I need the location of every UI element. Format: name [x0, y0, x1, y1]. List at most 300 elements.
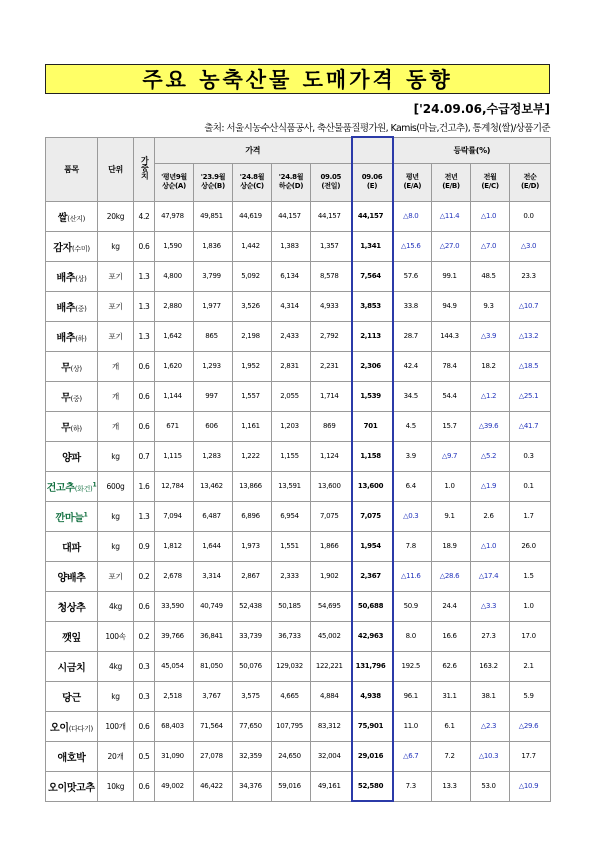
- price-cell-D: 6,954: [272, 501, 311, 531]
- price-cell-C: 32,359: [233, 741, 272, 771]
- price-cell-C: 2,867: [233, 561, 272, 591]
- price-cell-prev: 122,221: [311, 651, 352, 681]
- unit-cell: kg: [98, 501, 134, 531]
- rate-cell-r2: △27.0: [432, 231, 471, 261]
- price-cell-D: 13,591: [272, 471, 311, 501]
- unit-cell: 포기: [98, 561, 134, 591]
- price-cell-C: 1,973: [233, 531, 272, 561]
- price-cell-E: 52,580: [352, 771, 393, 801]
- item-name: 무: [61, 392, 71, 404]
- rate-cell-r1: △15.6: [393, 231, 432, 261]
- col-header-line2: (E): [366, 182, 378, 190]
- rate-cell-r4: 0.0: [510, 201, 551, 231]
- price-cell-A: 2,518: [155, 681, 194, 711]
- price-cell-A: 7,094: [155, 501, 194, 531]
- price-cell-prev: 869: [311, 411, 352, 441]
- rate-cell-r2: 16.6: [432, 621, 471, 651]
- table-row: [46, 261, 551, 291]
- price-cell-D: 1,155: [272, 441, 311, 471]
- rate-cell-r1: 96.1: [393, 681, 432, 711]
- price-cell-D: 6,134: [272, 261, 311, 291]
- rate-cell-r2: 7.2: [432, 741, 471, 771]
- price-cell-B: 1,283: [194, 441, 233, 471]
- col-header-line2: (E/C): [481, 182, 499, 190]
- unit-cell: 10kg: [98, 771, 134, 801]
- col-header-line1: 전월: [483, 172, 497, 181]
- price-cell-A: 45,054: [155, 651, 194, 681]
- price-cell-B: 1,293: [194, 351, 233, 381]
- item-name-cell: [46, 651, 98, 681]
- unit-cell: 20kg: [98, 201, 134, 231]
- price-cell-B: 865: [194, 321, 233, 351]
- rate-cell-r2: 62.6: [432, 651, 471, 681]
- weight-cell: 1.3: [134, 501, 155, 531]
- item-name-cell: [46, 231, 98, 261]
- item-name-cell: [46, 681, 98, 711]
- item-name-cell: [46, 741, 98, 771]
- col-header-2: [233, 163, 272, 201]
- price-cell-C: 33,739: [233, 621, 272, 651]
- price-cell-A: 1,642: [155, 321, 194, 351]
- rate-cell-r1: 8.0: [393, 621, 432, 651]
- rate-cell-r3: 163.2: [471, 651, 510, 681]
- item-grade: (하): [70, 424, 82, 433]
- price-cell-A: 49,002: [155, 771, 194, 801]
- item-name-cell: [46, 381, 98, 411]
- col-header-0: [155, 163, 194, 201]
- unit-cell: kg: [98, 231, 134, 261]
- price-cell-C: 2,198: [233, 321, 272, 351]
- col-header-line2: 하순(D): [278, 182, 304, 190]
- item-name-cell: [46, 291, 98, 321]
- price-cell-B: 606: [194, 411, 233, 441]
- item-name: 시금치: [57, 662, 86, 674]
- price-cell-C: 13,866: [233, 471, 272, 501]
- item-grade: (다다기): [68, 724, 93, 733]
- item-grade: (상): [70, 364, 82, 373]
- col-header-line2: (E/B): [442, 182, 460, 190]
- table-row: [46, 681, 551, 711]
- price-cell-D: 24,650: [272, 741, 311, 771]
- item-name: 오이: [50, 722, 69, 734]
- rate-cell-r3: △7.0: [471, 231, 510, 261]
- unit-cell: 포기: [98, 261, 134, 291]
- item-name: 오이맛고추: [48, 782, 95, 794]
- price-cell-E: 4,938: [352, 681, 393, 711]
- item-name-cell: [46, 501, 98, 531]
- rate-cell-r3: △2.3: [471, 711, 510, 741]
- unit-cell: kg: [98, 531, 134, 561]
- item-name: 양파: [62, 452, 81, 464]
- rate-cell-r3: △1.2: [471, 381, 510, 411]
- price-cell-E: 1,158: [352, 441, 393, 471]
- price-cell-B: 49,851: [194, 201, 233, 231]
- rate-cell-r1: 50.9: [393, 591, 432, 621]
- price-cell-A: 1,812: [155, 531, 194, 561]
- price-cell-C: 3,526: [233, 291, 272, 321]
- item-name: 건고추: [46, 482, 75, 494]
- rate-cell-r3: △3.9: [471, 321, 510, 351]
- price-cell-E: 131,796: [352, 651, 393, 681]
- rate-cell-r1: 28.7: [393, 321, 432, 351]
- item-name-cell: [46, 561, 98, 591]
- rate-cell-r1: 192.5: [393, 651, 432, 681]
- rate-cell-r3: △1.0: [471, 531, 510, 561]
- unit-cell: 개: [98, 411, 134, 441]
- item-name-cell: [46, 201, 98, 231]
- rate-cell-r3: 27.3: [471, 621, 510, 651]
- header-price-group: 가격: [155, 137, 352, 163]
- weight-cell: 0.6: [134, 591, 155, 621]
- report-date: ['24.09.06,수급정보부]: [413, 102, 550, 116]
- rate-cell-r1: 4.5: [393, 411, 432, 441]
- col-header-line1: 평년: [405, 172, 419, 181]
- col-header-line1: '평년9월: [161, 172, 187, 181]
- item-name-cell: [46, 771, 98, 801]
- item-grade: (하): [75, 334, 87, 343]
- rate-cell-r4: 26.0: [510, 531, 551, 561]
- price-cell-E: 7,075: [352, 501, 393, 531]
- unit-cell: 4kg: [98, 591, 134, 621]
- weight-cell: 0.3: [134, 681, 155, 711]
- price-cell-A: 47,978: [155, 201, 194, 231]
- price-cell-C: 6,896: [233, 501, 272, 531]
- table-row: [46, 381, 551, 411]
- weight-cell: 0.6: [134, 351, 155, 381]
- rate-cell-r4: 0.3: [510, 441, 551, 471]
- price-cell-A: 671: [155, 411, 194, 441]
- item-name: 배추: [56, 332, 76, 344]
- rate-cell-r3: △10.3: [471, 741, 510, 771]
- col-header-line2: (E/A): [403, 182, 422, 190]
- table-row: [46, 591, 551, 621]
- price-cell-C: 1,222: [233, 441, 272, 471]
- rate-cell-r4: △29.6: [510, 711, 551, 741]
- item-grade: (화건): [74, 484, 93, 493]
- price-cell-D: 44,157: [272, 201, 311, 231]
- item-name-cell: [46, 411, 98, 441]
- weight-cell: 0.6: [134, 411, 155, 441]
- header-today-top: [352, 137, 393, 163]
- rate-cell-r3: △39.6: [471, 411, 510, 441]
- weight-cell: 1.3: [134, 261, 155, 291]
- unit-cell: kg: [98, 441, 134, 471]
- price-cell-B: 40,749: [194, 591, 233, 621]
- price-cell-E: 13,600: [352, 471, 393, 501]
- rate-cell-r4: △3.0: [510, 231, 551, 261]
- price-cell-C: 77,650: [233, 711, 272, 741]
- item-name: 청상추: [57, 602, 86, 614]
- weight-cell: 0.6: [134, 381, 155, 411]
- item-name-cell: [46, 711, 98, 741]
- price-cell-C: 44,619: [233, 201, 272, 231]
- col-header-line1: 전년: [444, 172, 458, 181]
- table-row: [46, 561, 551, 591]
- price-cell-prev: 83,312: [311, 711, 352, 741]
- price-cell-C: 50,076: [233, 651, 272, 681]
- unit-cell: 개: [98, 351, 134, 381]
- table-row: [46, 711, 551, 741]
- price-cell-E: 3,853: [352, 291, 393, 321]
- rate-cell-r2: 31.1: [432, 681, 471, 711]
- price-cell-A: 1,620: [155, 351, 194, 381]
- col-header-line1: 09.05: [320, 172, 342, 181]
- title-banner: [45, 64, 550, 94]
- price-cell-prev: 1,357: [311, 231, 352, 261]
- table-row: [46, 441, 551, 471]
- price-cell-C: 1,557: [233, 381, 272, 411]
- price-cell-D: 1,383: [272, 231, 311, 261]
- price-cell-C: 3,575: [233, 681, 272, 711]
- rate-cell-r2: △11.4: [432, 201, 471, 231]
- item-name: 무: [61, 422, 71, 434]
- item-name: 당근: [62, 692, 81, 704]
- price-cell-E: 1,954: [352, 531, 393, 561]
- rate-cell-r1: 6.4: [393, 471, 432, 501]
- item-name-cell: [46, 351, 98, 381]
- weight-cell: 4.2: [134, 201, 155, 231]
- unit-cell: 100속: [98, 621, 134, 651]
- rate-cell-r1: 34.5: [393, 381, 432, 411]
- col-header-line2: 상순(B): [201, 182, 225, 190]
- unit-cell: 100개: [98, 711, 134, 741]
- price-cell-A: 2,678: [155, 561, 194, 591]
- rate-cell-r1: △0.3: [393, 501, 432, 531]
- price-cell-A: 1,590: [155, 231, 194, 261]
- price-cell-D: 2,055: [272, 381, 311, 411]
- weight-cell: 0.2: [134, 621, 155, 651]
- price-cell-prev: 2,792: [311, 321, 352, 351]
- unit-cell: 20개: [98, 741, 134, 771]
- price-cell-A: 2,880: [155, 291, 194, 321]
- page-title: 주요 농축산물 도매가격 동향: [142, 68, 453, 92]
- item-grade: (중): [75, 304, 87, 313]
- price-cell-prev: 32,004: [311, 741, 352, 771]
- table-row: [46, 201, 551, 231]
- price-cell-prev: 45,002: [311, 621, 352, 651]
- item-name-cell: [46, 531, 98, 561]
- unit-cell: 포기: [98, 291, 134, 321]
- item-name-cell: [46, 441, 98, 471]
- unit-cell: 4kg: [98, 651, 134, 681]
- price-cell-prev: 7,075: [311, 501, 352, 531]
- rate-cell-r3: 53.0: [471, 771, 510, 801]
- table-row: [46, 351, 551, 381]
- price-cell-B: 1,977: [194, 291, 233, 321]
- price-cell-B: 3,767: [194, 681, 233, 711]
- price-cell-E: 44,157: [352, 201, 393, 231]
- rate-cell-r2: 144.3: [432, 321, 471, 351]
- price-cell-D: 59,016: [272, 771, 311, 801]
- rate-cell-r4: 0.1: [510, 471, 551, 501]
- item-grade: (수미): [71, 244, 90, 253]
- item-name: 감자: [53, 242, 72, 254]
- table-row: [46, 321, 551, 351]
- price-cell-C: 5,092: [233, 261, 272, 291]
- col-header-9: [510, 163, 551, 201]
- unit-cell: 600g: [98, 471, 134, 501]
- rate-cell-r4: 5.9: [510, 681, 551, 711]
- rate-cell-r1: 33.8: [393, 291, 432, 321]
- rate-cell-r1: △6.7: [393, 741, 432, 771]
- rate-cell-r2: 9.1: [432, 501, 471, 531]
- price-cell-prev: 54,695: [311, 591, 352, 621]
- table-row: [46, 531, 551, 561]
- price-cell-E: 2,306: [352, 351, 393, 381]
- price-cell-E: 42,963: [352, 621, 393, 651]
- weight-cell: 0.9: [134, 531, 155, 561]
- weight-cell: 1.3: [134, 321, 155, 351]
- table-row: [46, 501, 551, 531]
- item-name: 배추: [56, 302, 76, 314]
- rate-cell-r4: △10.7: [510, 291, 551, 321]
- unit-cell: kg: [98, 681, 134, 711]
- price-cell-D: 2,831: [272, 351, 311, 381]
- item-name: 배추: [56, 272, 76, 284]
- price-cell-B: 36,841: [194, 621, 233, 651]
- header-weight: 가중치: [134, 137, 155, 201]
- rate-cell-r2: 78.4: [432, 351, 471, 381]
- price-cell-E: 29,016: [352, 741, 393, 771]
- price-cell-prev: 4,884: [311, 681, 352, 711]
- price-cell-D: 2,433: [272, 321, 311, 351]
- rate-cell-r3: △3.3: [471, 591, 510, 621]
- rate-cell-r1: △11.6: [393, 561, 432, 591]
- rate-cell-r3: 38.1: [471, 681, 510, 711]
- unit-cell: 포기: [98, 321, 134, 351]
- price-table: [45, 136, 551, 802]
- price-cell-B: 3,799: [194, 261, 233, 291]
- col-header-4: [311, 163, 352, 201]
- price-cell-A: 4,800: [155, 261, 194, 291]
- price-cell-C: 1,161: [233, 411, 272, 441]
- price-cell-prev: 2,231: [311, 351, 352, 381]
- item-name: 무: [61, 362, 71, 374]
- price-cell-B: 46,422: [194, 771, 233, 801]
- table-row: [46, 621, 551, 651]
- price-cell-prev: 1,902: [311, 561, 352, 591]
- price-cell-A: 31,090: [155, 741, 194, 771]
- weight-cell: 0.5: [134, 741, 155, 771]
- price-cell-B: 1,644: [194, 531, 233, 561]
- price-cell-B: 13,462: [194, 471, 233, 501]
- rate-cell-r1: △8.0: [393, 201, 432, 231]
- price-cell-D: 4,314: [272, 291, 311, 321]
- table-row: [46, 771, 551, 801]
- item-grade: (상): [75, 274, 87, 283]
- rate-cell-r4: 17.0: [510, 621, 551, 651]
- rate-cell-r1: 42.4: [393, 351, 432, 381]
- price-cell-A: 1,115: [155, 441, 194, 471]
- item-footnote-mark: 1: [83, 511, 88, 519]
- rate-cell-r1: 7.8: [393, 531, 432, 561]
- item-grade: (산지): [67, 214, 86, 223]
- col-header-line1: '23.9월: [200, 172, 226, 181]
- price-cell-B: 997: [194, 381, 233, 411]
- rate-cell-r4: 2.1: [510, 651, 551, 681]
- item-name-cell: [46, 621, 98, 651]
- rate-cell-r2: 15.7: [432, 411, 471, 441]
- col-header-5: [352, 163, 393, 201]
- col-header-line2: 상순(A): [162, 182, 186, 190]
- item-name: 애호박: [57, 752, 86, 764]
- rate-cell-r4: 1.5: [510, 561, 551, 591]
- price-cell-C: 1,952: [233, 351, 272, 381]
- weight-cell: 0.3: [134, 651, 155, 681]
- header-unit: 단위: [98, 137, 134, 201]
- col-header-1: [194, 163, 233, 201]
- price-cell-E: 2,113: [352, 321, 393, 351]
- col-header-6: [393, 163, 432, 201]
- item-grade: (중): [70, 394, 82, 403]
- item-footnote-mark: 1: [92, 481, 97, 489]
- rate-cell-r1: 7.3: [393, 771, 432, 801]
- rate-cell-r2: 99.1: [432, 261, 471, 291]
- weight-cell: 0.6: [134, 711, 155, 741]
- rate-cell-r4: △41.7: [510, 411, 551, 441]
- col-header-line1: '24.8월: [239, 172, 265, 181]
- col-header-line2: 상순(C): [240, 182, 264, 190]
- col-header-line1: '24.8월: [278, 172, 304, 181]
- table-row: [46, 471, 551, 501]
- price-cell-D: 4,665: [272, 681, 311, 711]
- price-cell-E: 7,564: [352, 261, 393, 291]
- price-cell-A: 68,403: [155, 711, 194, 741]
- price-cell-D: 2,333: [272, 561, 311, 591]
- price-cell-D: 36,733: [272, 621, 311, 651]
- col-header-3: [272, 163, 311, 201]
- price-cell-A: 33,590: [155, 591, 194, 621]
- col-header-line2: (전일): [321, 182, 341, 190]
- table-row: [46, 411, 551, 441]
- rate-cell-r2: 54.4: [432, 381, 471, 411]
- price-cell-prev: 1,124: [311, 441, 352, 471]
- item-name: 양배추: [57, 572, 86, 584]
- rate-cell-r2: △28.6: [432, 561, 471, 591]
- price-cell-E: 2,367: [352, 561, 393, 591]
- rate-cell-r3: 48.5: [471, 261, 510, 291]
- col-header-7: [432, 163, 471, 201]
- price-cell-E: 75,901: [352, 711, 393, 741]
- header-rate-group: 등락률(%): [393, 137, 551, 163]
- source-note: 출처: 서울시농수산식품공사, 축산물품질평가원, Kamis(마늘,건고추), 통계청(쌀)/상품기준: [204, 123, 550, 134]
- item-name: 쌀: [57, 212, 68, 224]
- price-cell-B: 3,314: [194, 561, 233, 591]
- price-cell-B: 27,078: [194, 741, 233, 771]
- rate-cell-r1: 11.0: [393, 711, 432, 741]
- rate-cell-r4: 17.7: [510, 741, 551, 771]
- table-row: [46, 231, 551, 261]
- price-cell-C: 1,442: [233, 231, 272, 261]
- rate-cell-r2: 1.0: [432, 471, 471, 501]
- price-cell-B: 71,564: [194, 711, 233, 741]
- item-name-cell: [46, 471, 98, 501]
- price-cell-D: 1,203: [272, 411, 311, 441]
- rate-cell-r4: △25.1: [510, 381, 551, 411]
- price-cell-prev: 44,157: [311, 201, 352, 231]
- price-cell-D: 107,795: [272, 711, 311, 741]
- col-header-8: [471, 163, 510, 201]
- rate-cell-r3: △5.2: [471, 441, 510, 471]
- rate-cell-r3: △17.4: [471, 561, 510, 591]
- header-item: 품목: [46, 137, 98, 201]
- price-cell-C: 52,438: [233, 591, 272, 621]
- price-cell-prev: 8,578: [311, 261, 352, 291]
- weight-cell: 0.6: [134, 231, 155, 261]
- col-header-line1: 전순: [523, 172, 537, 181]
- weight-cell: 0.7: [134, 441, 155, 471]
- rate-cell-r3: 9.3: [471, 291, 510, 321]
